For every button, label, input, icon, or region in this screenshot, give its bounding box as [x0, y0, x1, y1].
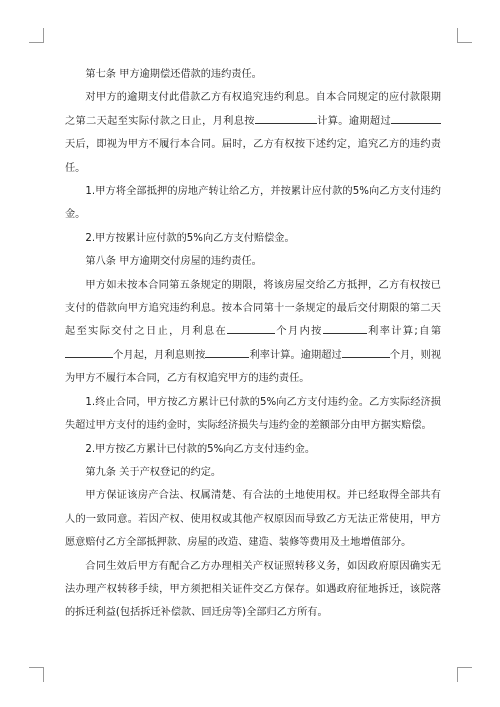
article-8-text-c: 利率计算;自第 — [366, 326, 442, 338]
article-8-item-2: 2.甲方按乙方累计已付款的5%向乙方支付违约金。 — [85, 443, 316, 455]
crop-mark-top-right — [457, 28, 472, 43]
article-8-text-a: 甲方如未按本合同第五条规定的期限，将该房屋交给乙方抵押，乙方有权按已支付的借款向甲方追究违约利息。按本合同第十一条规定的最后交付期限的第二天起至实际交付之日止，月利息在 — [65, 279, 441, 338]
blank-field-from-month[interactable] — [65, 346, 113, 358]
article-7-text-b: 计算。逾期超过 — [316, 115, 392, 127]
article-8-paragraph — [65, 274, 441, 391]
blank-field-rate-1[interactable] — [323, 322, 367, 334]
article-8-item-1: 1.终止合同，甲方按乙方累计已付款的5%向乙方支付违约金。乙方实际经济损失超过甲方支付的违约金时，实际经济损失与违约金的差额部分由甲方据实赔偿。 — [65, 396, 441, 432]
article-7-paragraph — [65, 86, 441, 180]
article-8-text-b: 个月内按 — [275, 326, 323, 338]
article-7-text-c: 天后，即视为甲方不履行本合同。届时，乙方有权按下述约定，追究乙方的违约责任。 — [65, 139, 441, 174]
article-9-paragraph-1: 甲方保证该房产合法、权属清楚、有合法的土地使用权。并已经取得全部共有人的一致同意。若因产权、使用权或其他产权原因而导致乙方无法正常使用，甲方愿意赔付乙方全部抵押款、房屋的改造、建造、装修等费用及土地增值部分。 — [65, 490, 441, 549]
crop-mark-bottom-right — [457, 667, 472, 682]
article-8-text-d: 个月起，月利息则按 — [113, 349, 206, 361]
blank-field-monthly-interest[interactable] — [255, 112, 317, 124]
crop-mark-bottom-left — [29, 667, 44, 682]
article-8-title: 第八条 甲方逾期交付房屋的违约责任。 — [85, 256, 262, 268]
article-7-title: 第七条 甲方逾期偿还借款的违约责任。 — [85, 69, 262, 80]
article-7-item-2: 2.甲方按累计应付款的5%向乙方支付赔偿金。 — [85, 232, 295, 244]
crop-mark-top-left — [29, 28, 44, 43]
article-9-paragraph-2: 合同生效后甲方有配合乙方办理相关产权证照转移义务，如因政府原因确实无法办理产权转移手续，甲方须把相关证件交乙方保存。如遇政府征地拆迁，该院落的拆迁利益(包括拆迁补偿款、回迁房等)全部归乙方所有。 — [65, 560, 441, 619]
article-8-text-f: 个月，则视为甲方不履行本合同，乙方有权追究甲方的违约责任。 — [65, 349, 442, 385]
article-7-text-a: 对甲方的逾期支付此借款乙方有权追究违约利息。自本合同规定的应付款限期之第二天起至实际付款之日止，月利息按 — [65, 92, 441, 127]
blank-field-overdue-days[interactable] — [391, 112, 441, 124]
blank-field-overdue-months[interactable] — [342, 346, 390, 358]
article-8-text-e: 利率计算。逾期超过 — [249, 349, 342, 361]
blank-field-months[interactable] — [227, 322, 275, 334]
document-page — [65, 63, 441, 625]
blank-field-rate-2[interactable] — [205, 346, 249, 358]
article-7-item-1: 1.甲方将全部抵押的房地产转让给乙方，并按累计应付款的5%向乙方支付违约金。 — [65, 186, 441, 221]
article-9-title: 第九条 关于产权登记的约定。 — [85, 466, 222, 478]
